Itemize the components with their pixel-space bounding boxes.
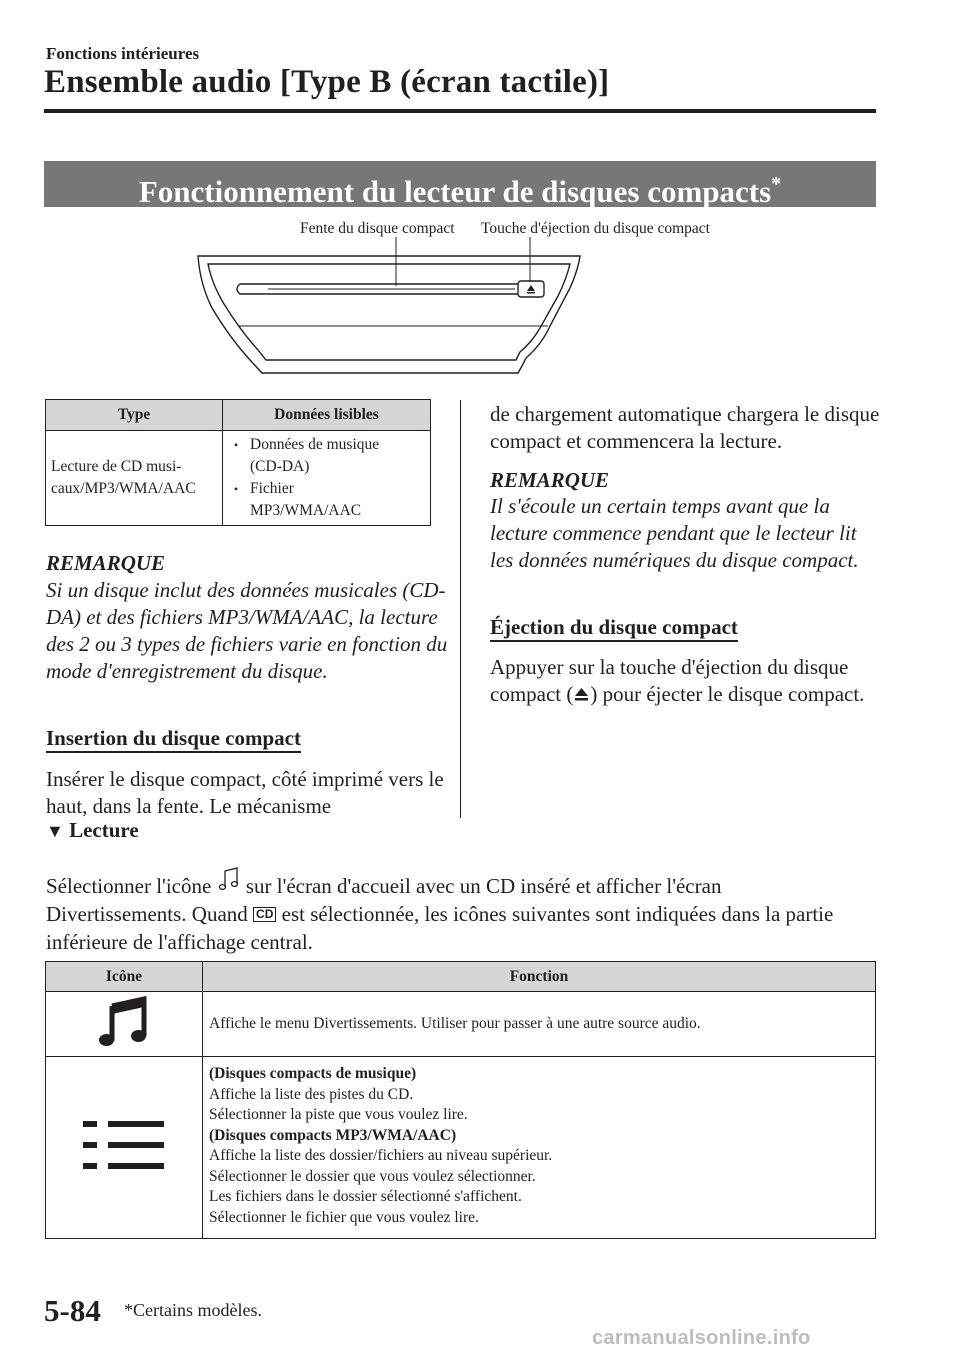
eject-heading: Éjection du disque compact	[490, 615, 738, 639]
spec-header-type: Type	[46, 400, 223, 431]
music-note-icon[interactable]	[98, 996, 150, 1048]
title-rule	[44, 109, 876, 113]
note-heading-right: REMARQUE	[490, 468, 610, 492]
page-title: Ensemble audio [Type B (écran tactile)]	[44, 64, 610, 100]
watermark: carmanualsonline.info	[592, 1327, 811, 1349]
table-row	[46, 1057, 876, 1239]
playable-data-table	[45, 399, 431, 526]
triangle-marker-icon: ▼	[46, 821, 64, 841]
banner-asterisk: *	[771, 173, 782, 195]
spec-cell-data	[223, 431, 431, 526]
banner-title: Fonctionnement du lecteur de disques compacts	[138, 174, 772, 209]
table-row	[46, 992, 876, 1057]
slot-label: Fente du disque compact	[300, 220, 455, 237]
note-heading-left: REMARQUE	[46, 551, 166, 575]
insert-heading: Insertion du disque compact	[46, 726, 301, 750]
unit-outer	[198, 256, 580, 373]
func-header-icon: Icône	[46, 962, 203, 992]
note-text-left: Si un disque inclut des données musicales (CD-DA) et des fichiers MP3/WMA/AAC, la lecture des 2 ou 3 types de fichiers varie en fonction du mode d'enregistrement du disque.	[46, 578, 448, 683]
section-label: Fonctions intérieures	[46, 44, 200, 63]
icon-function-table	[45, 961, 876, 1239]
eject-icon	[573, 686, 590, 703]
section-banner	[44, 161, 876, 207]
music-note-icon	[217, 867, 241, 895]
column-divider	[460, 400, 461, 818]
cd-player-illustration	[190, 218, 730, 383]
lecture-text: Sélectionner l'icône sur l'écran d'accueil avec un CD inséré et afficher l'écran Divertissements. Quand CD est sélectionnée, les icônes suivantes sont indiquées dans la partie inférieure de l'affichage central.	[46, 867, 866, 956]
function-cell: Affiche le menu Divertissements. Utiliser pour passer à une autre source audio.	[203, 992, 876, 1057]
note-text-right: Il s'écoule un certain temps avant que la lecture commence pendant que le lecteur lit les données numériques du disque compact.	[490, 494, 859, 572]
page-number: 5-84	[44, 1293, 101, 1328]
lecture-heading: ▼ Lecture	[46, 818, 139, 842]
func-header-function: Fonction	[203, 962, 876, 992]
spec-header-data: Données lisibles	[223, 400, 431, 431]
list-icon[interactable]	[83, 1119, 165, 1171]
spec-cell-type: Lecture de CD musi- caux/MP3/WMA/AAC	[46, 431, 223, 526]
unit-inner	[208, 264, 570, 360]
icon-cell	[46, 1057, 203, 1239]
eject-label: Touche d'éjection du disque compact	[481, 220, 710, 237]
data-item: • Fichier MP3/WMA/AAC	[228, 478, 390, 522]
footnote: *Certains modèles.	[124, 1300, 262, 1320]
eject-text: Appuyer sur la touche d'éjection du disque compact ( ) pour éjecter le disque compact.	[490, 655, 865, 706]
cd-icon: CD	[253, 907, 276, 922]
insert-text-continued: de chargement automatique chargera le disque compact et commencera la lecture.	[490, 402, 880, 453]
icon-cell	[46, 992, 203, 1057]
insert-text: Insérer le disque compact, côté imprimé vers le haut, dans la fente. Le mécanisme	[46, 767, 444, 818]
function-cell: (Disques compacts de musique) Affiche la liste des pistes du CD. Sélectionner la piste que vous voulez lire. (Disques compacts MP3/WMA/AAC) Affiche la liste des dossier/fichiers au niveau supérieur. Sélectionner le dossier que vous voulez sélectionner. Les fichiers dans le dossier sélectionné s'affichent. Sélectionner le fichier que vous voulez lire.	[203, 1057, 876, 1239]
data-item: • Données de musique (CD-DA)	[228, 434, 390, 478]
